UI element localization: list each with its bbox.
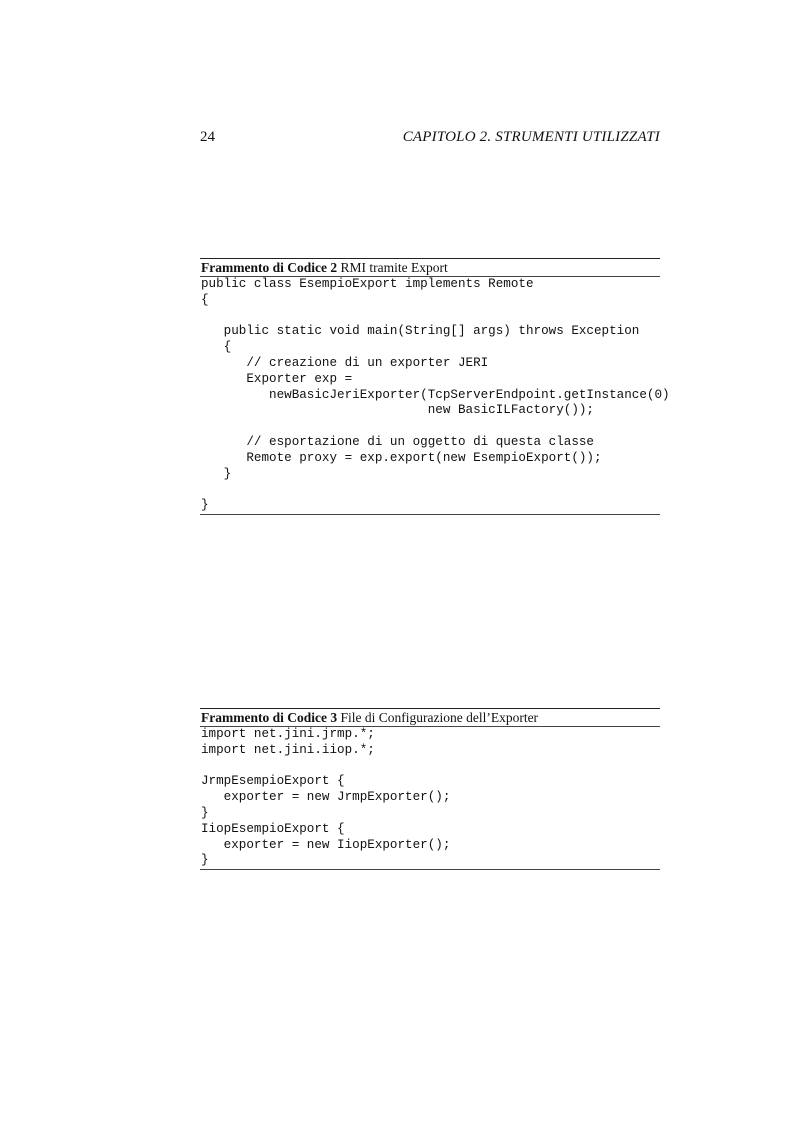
- code-line: exporter = new JrmpExporter();: [201, 790, 451, 805]
- listing-caption: [200, 258, 660, 277]
- code-line: JrmpEsempioExport {: [201, 774, 345, 789]
- code-line: [201, 759, 660, 775]
- code-block: [200, 277, 670, 515]
- page-number: 24: [200, 129, 215, 145]
- code-line: import net.jini.jrmp.*;: [201, 727, 375, 741]
- code-line: }: [201, 853, 209, 868]
- listing-caption: [200, 708, 660, 727]
- code-block: [200, 727, 660, 870]
- code-line: IiopEsempioExport {: [201, 821, 345, 836]
- caption-text: File di Configurazione dell’Exporter: [340, 710, 539, 725]
- code-line: exporter = new IiopExporter();: [201, 837, 451, 852]
- code-line: new BasicILFactory());: [201, 403, 594, 418]
- code-line: public static void main(String[] args) throws Exception: [201, 324, 640, 339]
- caption-label: Frammento di Codice 3: [201, 710, 338, 725]
- code-line: public class EsempioExport implements Remote: [201, 277, 534, 291]
- code-line: // creazione di un exporter JERI: [201, 355, 489, 370]
- code-line: {: [201, 292, 209, 307]
- page-header: [200, 129, 660, 149]
- code-line: newBasicJeriExporter(TcpServerEndpoint.getInstance(0): [201, 387, 670, 402]
- code-line: Remote proxy = exp.export(new EsempioExport());: [201, 450, 602, 465]
- code-line: Exporter exp =: [201, 371, 353, 386]
- code-line: import net.jini.iiop.*;: [201, 742, 375, 757]
- code-listing-2: [200, 258, 670, 515]
- caption-label: Frammento di Codice 2: [201, 260, 338, 275]
- code-line: }: [201, 805, 209, 820]
- code-line: {: [201, 340, 232, 355]
- code-line: [201, 482, 660, 498]
- chapter-title: CAPITOLO 2. STRUMENTI UTILIZZATI: [402, 129, 660, 145]
- code-line: // esportazione di un oggetto di questa classe: [201, 434, 594, 449]
- code-listing-3: [200, 708, 660, 870]
- code-line: [201, 419, 660, 435]
- code-line: }: [201, 466, 232, 481]
- code-line: }: [201, 498, 209, 513]
- code-line: [201, 309, 660, 325]
- caption-text: RMI tramite Export: [340, 260, 448, 275]
